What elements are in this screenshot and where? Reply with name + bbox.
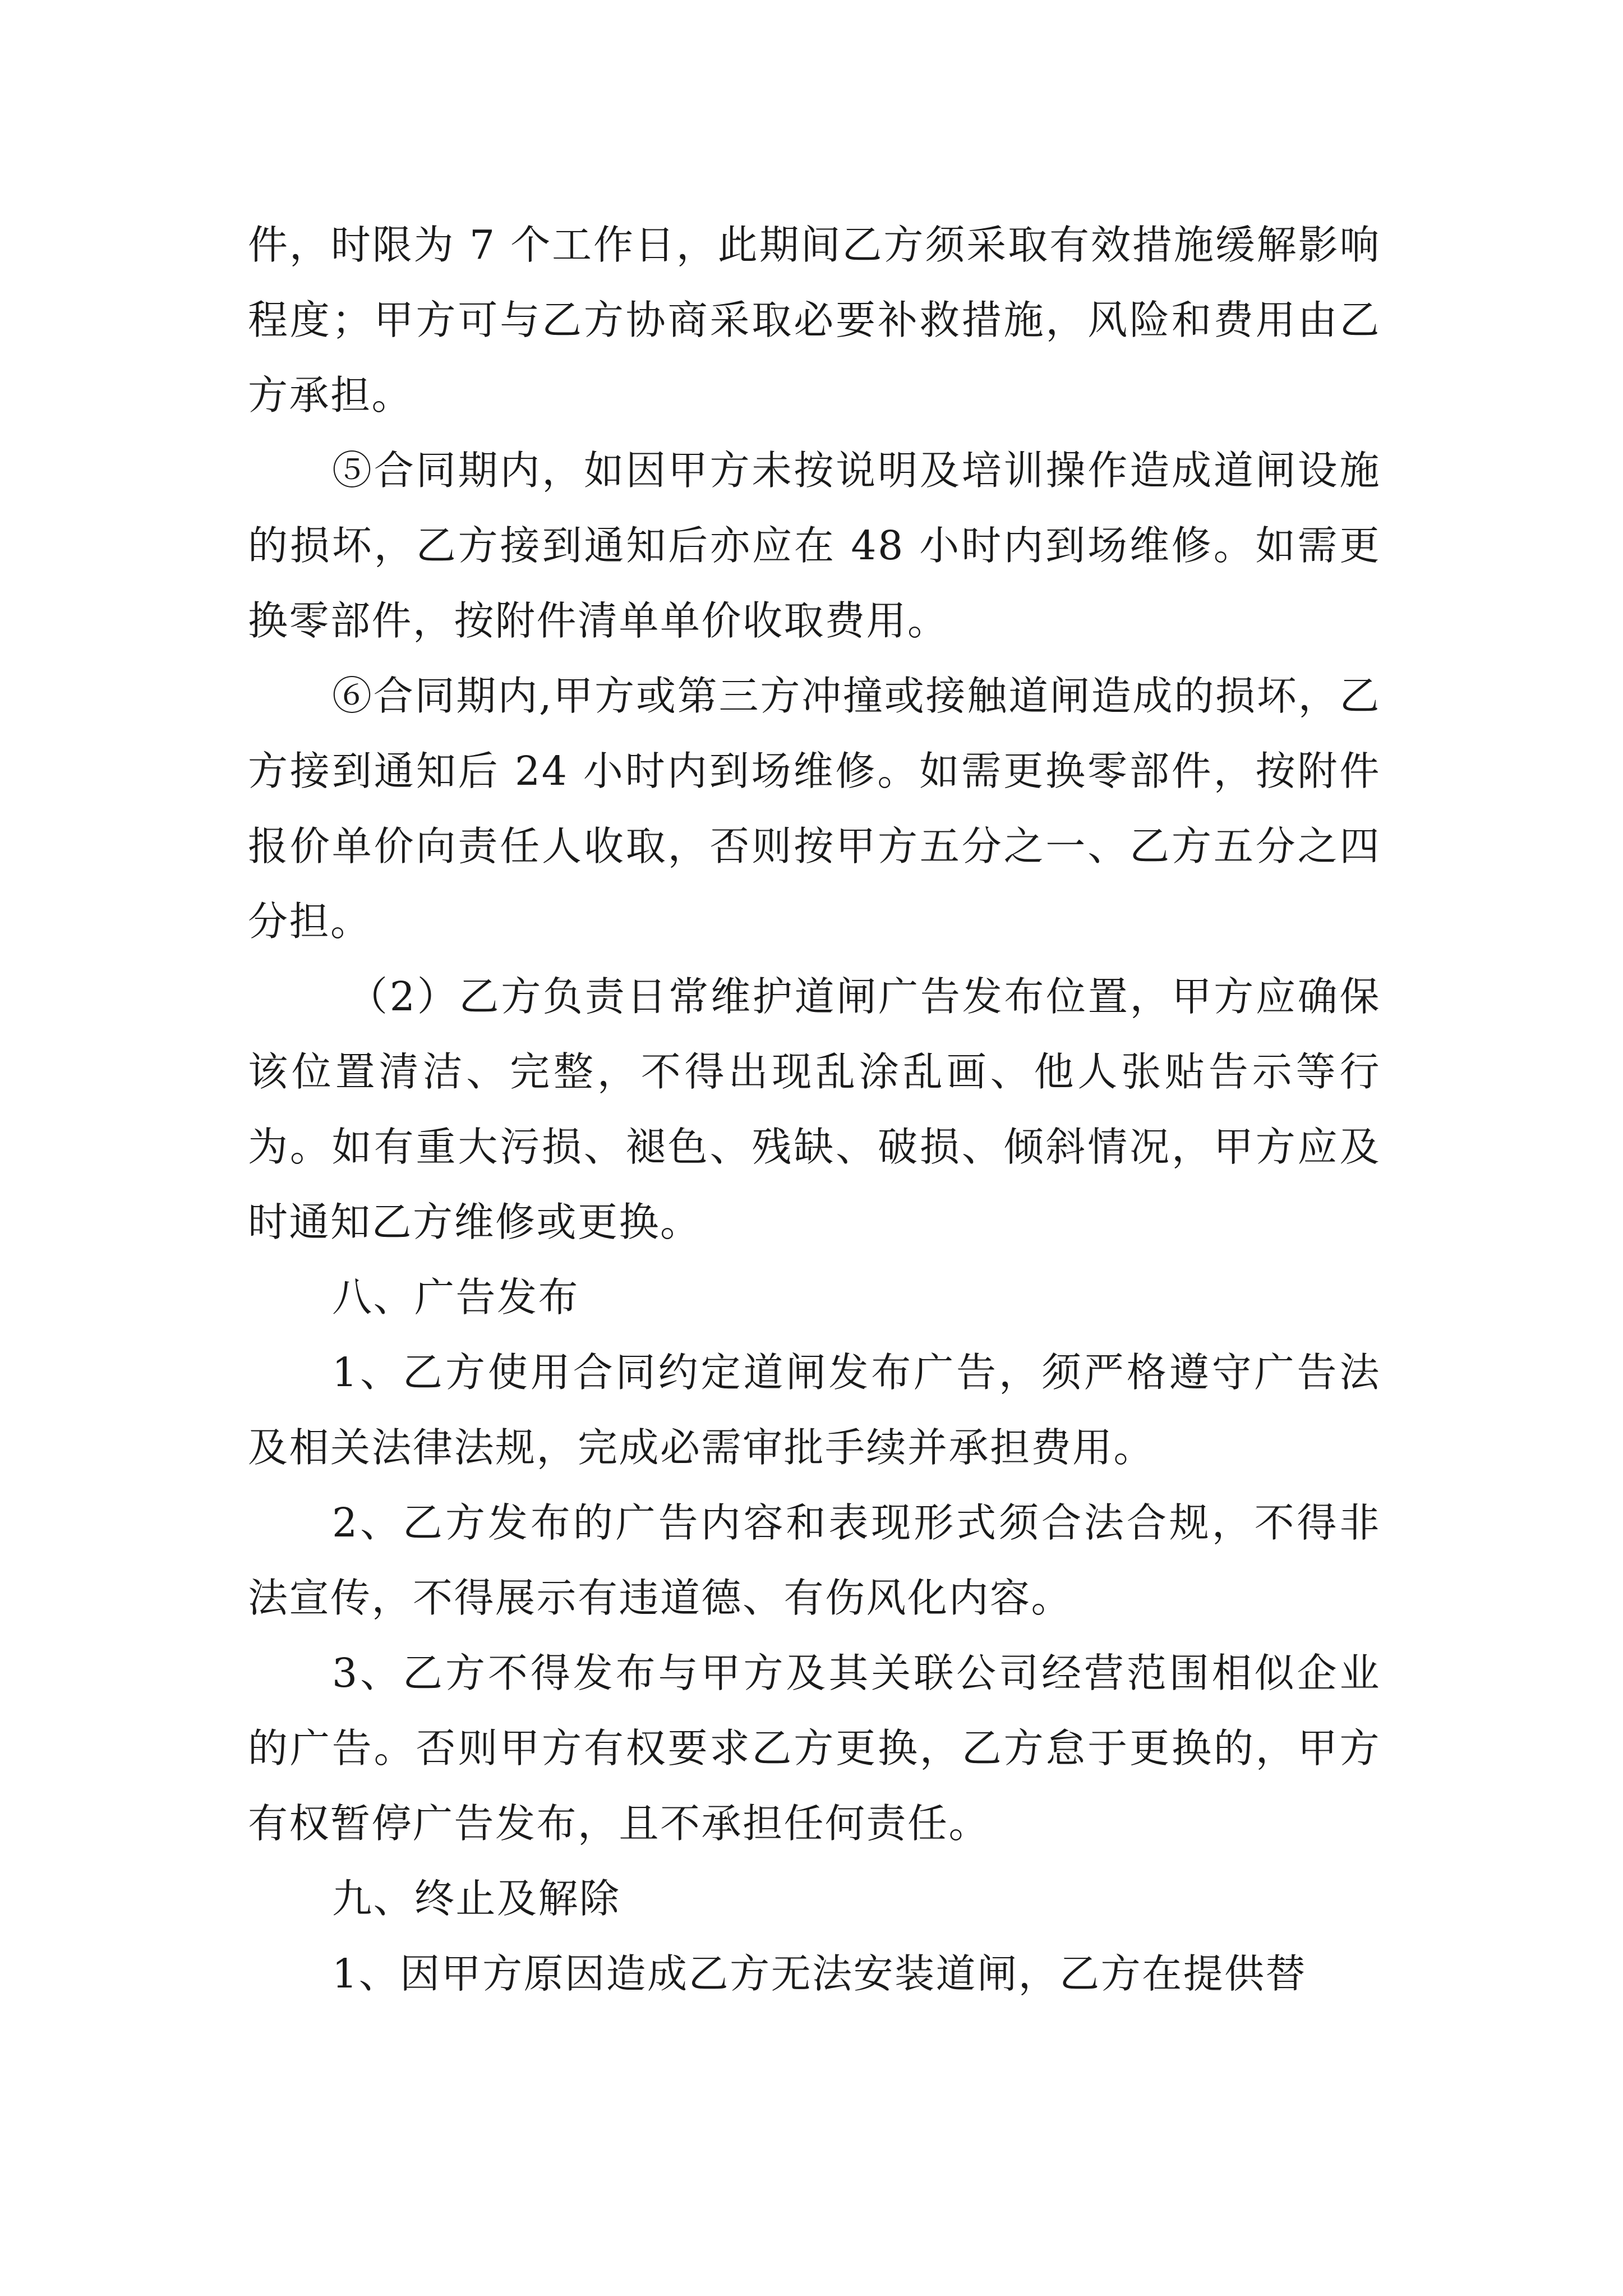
paragraph-item-2: （2）乙方负责日常维护道闸广告发布位置，甲方应确保该位置清洁、完整，不得出现乱涂乱画、他人张贴告示等行为。如有重大污损、褪色、残缺、破损、倾斜情况，甲方应及时通知乙方维修或更换。 bbox=[248, 973, 1381, 1245]
paragraph-ad-1: 1、乙方使用合同约定道闸发布广告，须严格遵守广告法及相关法律法规，完成必需审批手续并承担费用。 bbox=[248, 1349, 1381, 1471]
document-body bbox=[248, 208, 1381, 2012]
section-heading-8: 八、广告发布 bbox=[332, 1274, 580, 1320]
paragraph-ad-3: 3、乙方不得发布与甲方及其关联公司经营范围相似企业的广告。否则甲方有权要求乙方更换，乙方怠于更换的，甲方有权暂停广告发布，且不承担任何责任。 bbox=[248, 1650, 1381, 1847]
paragraph-ad-2: 2、乙方发布的广告内容和表现形式须合法合规，不得非法宣传，不得展示有违道德、有伤风化内容。 bbox=[248, 1499, 1381, 1621]
paragraph-clause-5: ⑤合同期内，如因甲方未按说明及培训操作造成道闸设施的损坏，乙方接到通知后亦应在 48 小时内到场维修。如需更换零部件，按附件清单单价收取费用。 bbox=[248, 447, 1381, 644]
paragraph-termination-1: 1、因甲方原因造成乙方无法安装道闸，乙方在提供替 bbox=[332, 1950, 1307, 1997]
paragraph-clause-6: ⑥合同期内,甲方或第三方冲撞或接触道闸造成的损坏，乙方接到通知后 24 小时内到场维修。如需更换零部件，按附件报价单价向责任人收取，否则按甲方五分之一、乙方五分之四分担。 bbox=[248, 673, 1381, 945]
paragraph-continuation: 件，时限为 7 个工作日，此期间乙方须采取有效措施缓解影响程度；甲方可与乙方协商采取必要补救措施，风险和费用由乙方承担。 bbox=[248, 222, 1381, 418]
section-heading-9: 九、终止及解除 bbox=[332, 1875, 621, 1922]
